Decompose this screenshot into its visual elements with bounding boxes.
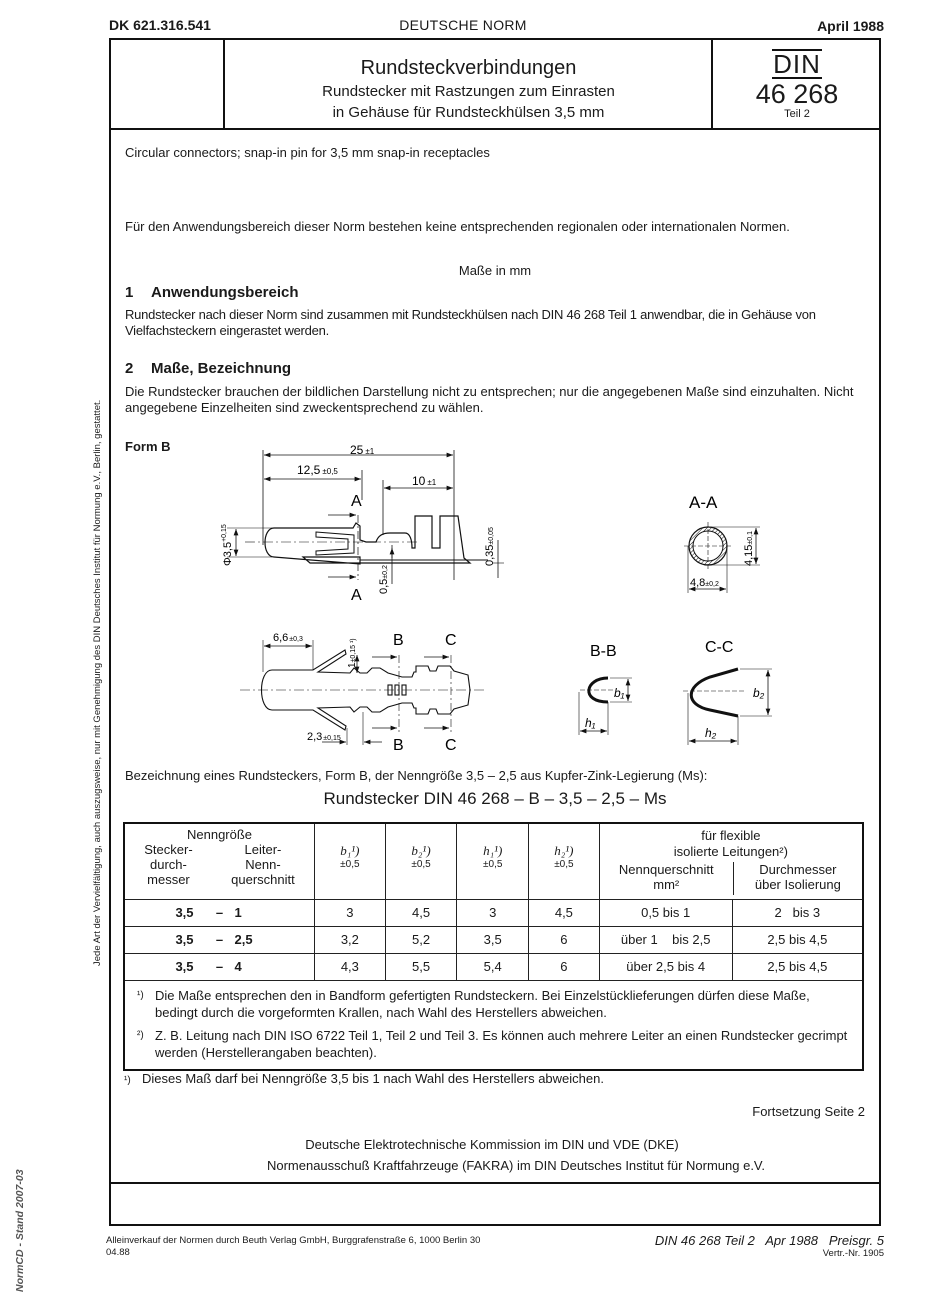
top-view <box>240 640 485 745</box>
symbol-h2: h₂ <box>705 726 717 740</box>
dim-label-claw-length: 6,6±0,3 <box>273 632 303 644</box>
english-title: Circular connectors; snap-in pin for 3,5 mm snap-in receptacles <box>125 145 490 160</box>
section-title-bb: B-B <box>590 643 617 660</box>
units-note: Maße in mm <box>458 263 532 278</box>
section-2-text: Die Rundstecker brauchen der bildlichen Darstellung nicht zu entsprechen; nur die angegebenen Maße sind einzuhalten. Nicht angegebene Einzelheiten sind zweckentsprechend zu wählen. <box>125 384 854 415</box>
section-title-cc: C-C <box>705 639 734 656</box>
dim-label-sheet: 0,35±0,05 <box>484 527 496 566</box>
table-row <box>124 953 863 980</box>
cell-durchmesser: 2,5 bis 4,5 <box>732 926 863 953</box>
header-b1 <box>315 823 386 899</box>
section-mark-a-bottom: A <box>351 587 362 604</box>
header-b2-tol: ±0,5 <box>411 859 431 870</box>
section-title-aa: A-A <box>689 493 718 512</box>
issue-date: April 1988 <box>817 18 884 34</box>
dim-label-25: 25 ±1 <box>350 443 375 457</box>
cell-nenngroesse: 3,5 – 2,5 <box>124 926 315 953</box>
cell-durchmesser: 2 bis 3 <box>732 899 863 926</box>
designation-intro: Bezeichnung eines Rundsteckers, Form B, der Nenngröße 3,5 – 2,5 aus Kupfer-Zink-Legierung (Ms): <box>125 768 708 783</box>
document-subtitle-2: in Gehäuse für Rundsteckhülsen 3,5 mm <box>332 104 605 121</box>
table-header-row <box>124 823 863 899</box>
form-label: Form B <box>125 439 171 454</box>
table-row <box>124 926 863 953</box>
frame-divider <box>109 1182 881 1184</box>
cell-h1: 3 <box>457 899 529 926</box>
international-note: Für den Anwendungsbereich dieser Norm bestehen keine entsprechenden regionalen oder internationalen Normen. <box>125 219 790 234</box>
cell-b1: 3,2 <box>315 926 386 953</box>
header-h1-label: h₁¹) <box>483 843 503 858</box>
symbol-b2: b₂ <box>753 686 765 700</box>
header-h1 <box>457 823 529 899</box>
section-number: 2 <box>125 360 134 377</box>
cell-b2: 5,5 <box>385 953 457 980</box>
document-title: Rundsteckverbindungen <box>360 57 577 79</box>
cell-b2: 4,5 <box>385 899 457 926</box>
section-mark-a-top: A <box>351 493 362 510</box>
header-flexible-1: für flexible <box>701 828 761 843</box>
table-footnotes-row <box>124 980 863 1070</box>
dim-label-aa-height: 4,15±0,1 <box>743 531 755 566</box>
dim-label-diameter: $\Phi 3,5^{+0,15}$ <box>221 524 234 566</box>
cell-h2: 6 <box>529 926 600 953</box>
normcd-stamp: NormCD - Stand 2007-03 <box>14 1169 26 1292</box>
header-leiter: Leiter- Nenn- querschnitt <box>231 842 295 887</box>
copyright-notice: Jede Art der Vervielfältigung, auch auszugsweise, nur mit Genehmigung des DIN Deutsches Institut für Normung e.V., Berlin, gestattet. <box>92 399 103 966</box>
table-row <box>124 899 863 926</box>
header-flexible <box>599 823 863 899</box>
din-logo: DIN <box>773 49 821 79</box>
header-flexible-2: isolierte Leitungen²) <box>673 844 788 859</box>
header-b1-label: b₁¹) <box>340 843 360 858</box>
cell-nennquerschnitt: 0,5 bis 1 <box>599 899 732 926</box>
header-b1-tol: ±0,5 <box>340 859 360 870</box>
table-footnotes <box>124 980 863 1070</box>
continuation-note: Fortsetzung Seite 2 <box>752 1104 865 1119</box>
section-mark-b-bottom: B <box>393 737 404 754</box>
print-date: 04.88 <box>106 1247 130 1258</box>
din-part: Teil 2 <box>784 108 810 120</box>
cell-h2: 6 <box>529 953 600 980</box>
cell-durchmesser: 2,5 bis 4,5 <box>732 953 863 980</box>
cell-b1: 4,3 <box>315 953 386 980</box>
table-footnote: ²) Z. B. Leitung nach DIN ISO 6722 Teil 1, Teil 2 und Teil 3. Es können auch mehrere Leiter an einen Rundstecker gecrimpt werden (Herstellerangaben beachten). <box>137 1027 848 1060</box>
drawing-footnote: ¹) Dieses Maß darf bei Nenngröße 3,5 bis 1 nach Wahl des Herstellers abweichen. <box>124 1071 604 1086</box>
header-nenngroesse <box>124 823 315 899</box>
header-stecker: Stecker- durch- messer <box>144 842 193 887</box>
symbol-h1: h₁ <box>585 716 596 730</box>
dim-label-thickness: 0,5±0,2 <box>378 565 390 594</box>
dim-label-claw-spread: 1±0,15 ¹) <box>347 638 358 668</box>
dim-label-aa-width: 4,8±0,2 <box>690 577 719 589</box>
committee-line-2: Normenausschuß Kraftfahrzeuge (FAKRA) im DIN Deutsches Institut für Normung e.V. <box>266 1158 766 1173</box>
cell-nenngroesse: 3,5 – 1 <box>124 899 315 926</box>
dk-number: DK 621.316.541 <box>109 17 211 33</box>
cell-b1: 3 <box>315 899 386 926</box>
din-standard-number: 46 268 <box>755 79 839 109</box>
distribution-number: Vertr.-Nr. 1905 <box>822 1248 884 1259</box>
footer-reference: DIN 46 268 Teil 2 Apr 1988 Preisgr. 5 <box>654 1233 884 1248</box>
header-h2-label: h₂¹) <box>554 843 574 858</box>
dimension-table <box>123 822 864 1071</box>
cell-h2: 4,5 <box>529 899 600 926</box>
designation-example: Rundstecker DIN 46 268 – B – 3,5 – 2,5 – Ms <box>323 789 667 808</box>
section-mark-c-bottom: C <box>445 737 457 754</box>
dim-label-12-5: 12,5 ±0,5 <box>297 463 338 477</box>
header-nennquerschnitt: Nennquerschnitt mm² <box>600 862 734 895</box>
document-subtitle-1: Rundstecker mit Rastzungen zum Einrasten <box>322 83 615 100</box>
cell-nennquerschnitt: über 2,5 bis 4 <box>599 953 732 980</box>
header-group-label: Nenngröße <box>186 827 253 842</box>
cell-b2: 5,2 <box>385 926 457 953</box>
header-durchmesser: Durchmesser über Isolierung <box>754 862 841 892</box>
dim-label-claw-offset: 2,3±0,15 <box>307 731 341 743</box>
side-view <box>227 450 504 584</box>
dim-label-10: 10 ±1 <box>412 474 437 488</box>
header-b2 <box>385 823 457 899</box>
cell-h1: 3,5 <box>457 926 529 953</box>
header-h1-tol: ±0,5 <box>483 859 503 870</box>
committee-line-1: Deutsche Elektrotechnische Kommission im DIN und VDE (DKE) <box>305 1137 679 1152</box>
section-title: Maße, Bezeichnung <box>151 360 292 377</box>
cell-nenngroesse: 3,5 – 4 <box>124 953 315 980</box>
section-mark-b-top: B <box>393 632 404 649</box>
section-1-text: Rundstecker nach dieser Norm sind zusammen mit Rundsteckhülsen nach DIN 46 268 Teil 1 anwendbar, die in Gehäuse von Vielfachsteckern eingerastet werden. <box>125 307 816 338</box>
sales-note: Alleinverkauf der Normen durch Beuth Verlag GmbH, Burggrafenstraße 6, 1000 Berlin 30 <box>106 1235 481 1246</box>
cell-h1: 5,4 <box>457 953 529 980</box>
section-cc-view <box>683 669 772 745</box>
section-mark-c-top: C <box>445 632 457 649</box>
header-h2-tol: ±0,5 <box>554 859 574 870</box>
norm-label: DEUTSCHE NORM <box>399 17 527 33</box>
symbol-b1: b₁ <box>614 686 625 700</box>
header-b2-label: b₂¹) <box>411 843 431 858</box>
table-footnote: ¹) Die Maße entsprechen den in Bandform gefertigten Rundsteckern. Bei Einzelstücklieferungen dürfen diese Maße, bedingt durch die vorgeformten Krallen, nach Wahl des Herstellers abweichen. <box>137 987 810 1020</box>
header-h2 <box>529 823 600 899</box>
section-title: Anwendungsbereich <box>151 284 299 301</box>
cell-nennquerschnitt: über 1 bis 2,5 <box>599 926 732 953</box>
section-number: 1 <box>125 284 134 301</box>
